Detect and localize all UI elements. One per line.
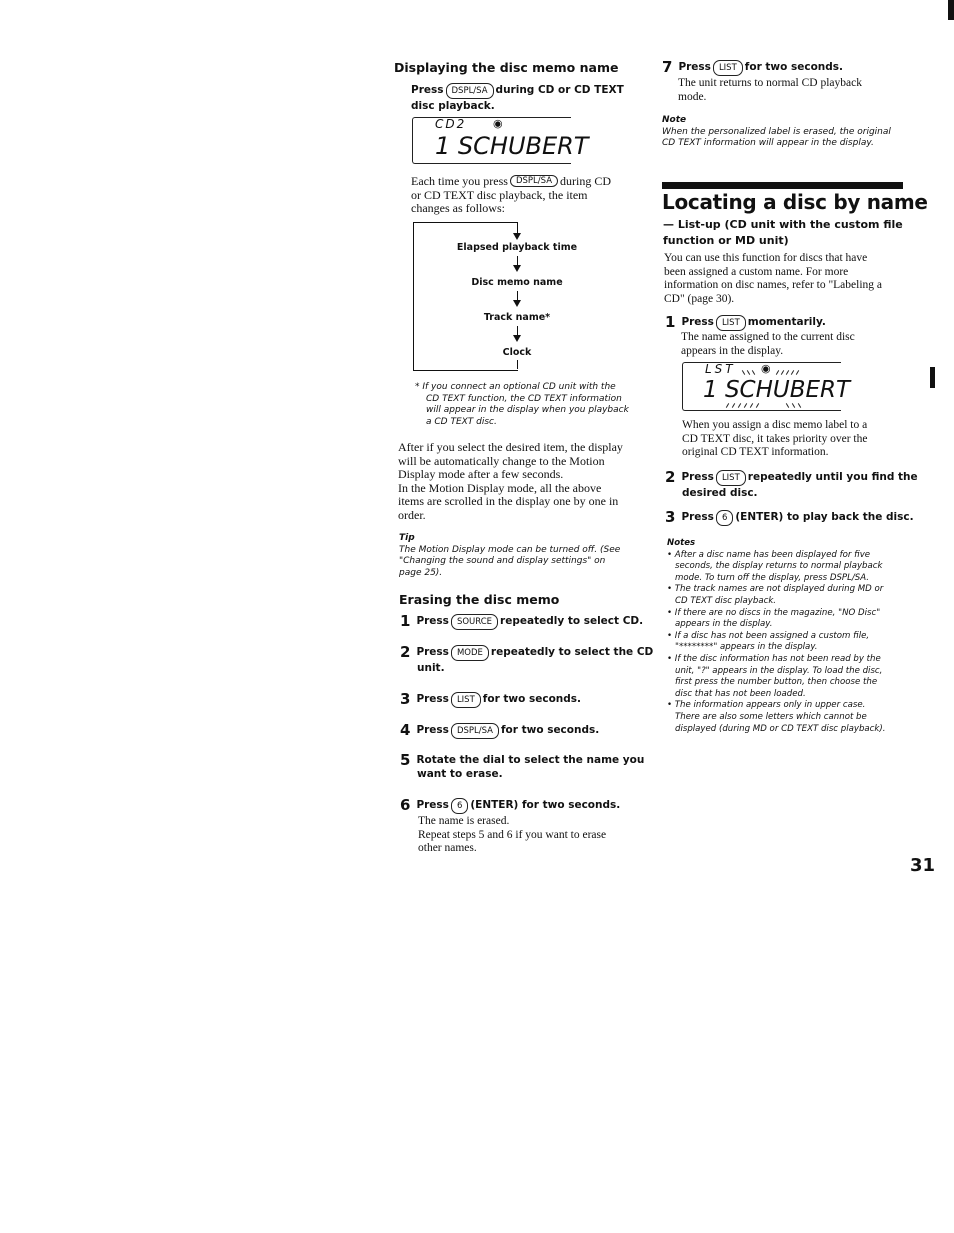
text: Press [681,316,714,328]
step-6-detail [418,815,606,856]
text: Press [681,511,714,523]
text: for two seconds. [500,724,600,736]
text: Rotate the dial to select the name you [416,754,645,766]
text: will appear in the display when you playback [426,405,629,415]
text: * If you connect an optional CD unit with the [415,382,616,392]
flow-item: Clock [502,347,532,358]
lcd-main: 1 SCHUBERT [435,132,589,160]
key-list: LIST [451,692,481,708]
step-5 [400,753,644,781]
text: for two seconds. [482,693,582,705]
text: "Changing the sound and display settings" on [399,556,606,566]
text: for two seconds. [744,61,844,73]
note [662,115,891,150]
edge-mark [930,367,935,388]
text: repeatedly to select CD. [500,615,644,627]
text: Repeat steps 5 and 6 if you want to erase [418,828,607,841]
text: CD" (page 30). [664,292,735,305]
text: Press [416,646,449,658]
step-number: 1 [665,313,676,331]
instruction [411,83,624,113]
note-label: Note [662,115,687,125]
text: unit. [417,662,445,674]
step-number: 6 [400,796,411,814]
text: The Motion Display mode can be turned off. (See [399,544,621,555]
text: mode. [678,90,707,103]
step-number: 5 [400,751,411,769]
text: or CD TEXT disc playback, the item [411,187,588,202]
step-number: 7 [662,58,673,76]
flow-line [517,360,518,369]
key-6: 6 [451,798,468,814]
text: (ENTER) to play back the disc. [735,511,914,523]
step-4 [400,723,599,739]
note-item: • After a disc name has been displayed for five seconds, the display returns to normal playback mode. To turn off the display, press DSPL/SA. [667,549,883,583]
text: a CD TEXT disc. [426,416,497,427]
text: Each time you press [411,174,508,188]
key-mode: MODE [451,645,489,661]
step-number: 2 [665,468,676,486]
flow-item: Elapsed playback time [456,242,578,253]
text: After if you select the desired item, the display [398,440,623,454]
text: momentarily. [747,316,826,328]
text: been assigned a custom name. For more [664,265,849,278]
paragraph [398,441,623,522]
key-dspl-sa: DSPL/SA [510,175,558,187]
arrow-down-icon [513,300,521,307]
step-3 [665,510,914,526]
note-item: • The information appears only in upper case. There are also some letters which cannot be displayed (during MD or CD TEXT disc playback). [667,700,886,734]
flow-item: Disc memo name [471,277,563,288]
text: appears in the display. [681,344,784,357]
step-6 [400,798,620,814]
text: When the personalized label is erased, the original [662,126,891,137]
text: during CD or CD TEXT [495,84,624,96]
footnote [415,382,629,428]
key-list: LIST [713,60,743,76]
lcd-main: 1 SCHUBERT [703,377,851,403]
text: desired disc. [682,487,758,499]
text: The unit returns to normal CD playback [678,77,862,89]
note-item: • If the disc information has not been read by the unit, "?" appears in the display. To load the disc, first press the number button, then choose the disc that has not been loaded. [667,653,883,699]
note-item: • The track names are not displayed during MD or CD TEXT disc playback. [667,584,884,606]
lcd-top: LST [705,362,736,376]
key-6: 6 [716,510,733,526]
step-number: 2 [400,643,411,661]
lcd-display [682,362,851,411]
key-dspl-sa: DSPL/SA [451,723,499,739]
text: other names. [418,842,477,854]
arrow-down-icon [513,265,521,272]
text: page 25). [399,567,443,578]
section-heading: Erasing the disc memo [399,592,560,607]
key-list: LIST [716,315,746,331]
lcd-top: CD2 [435,117,467,131]
text: Press [416,693,449,705]
paragraph [411,175,611,216]
key-dspl-sa: DSPL/SA [446,83,494,99]
blink-rays [727,403,817,409]
text: original CD TEXT information. [682,446,829,458]
text: will be automatically change to the Motion [398,453,605,468]
tip [399,533,620,579]
text: information on disc names, refer to "Labeling a [664,279,883,291]
step-7-detail [678,77,862,104]
page-number: 31 [910,855,936,876]
section-subtitle [663,217,903,249]
text: When you assign a disc memo label to a [682,419,868,431]
step-7 [662,60,843,76]
text: Display mode after a few seconds. [398,467,564,481]
section-title: Locating a disc by name [662,190,928,214]
step-number: 4 [400,721,411,739]
step-number: 3 [400,690,411,708]
tip-label: Tip [399,533,415,543]
text: Press [681,471,714,483]
text: disc playback. [411,100,495,112]
text: The name is erased. [418,815,510,827]
text: Press [416,724,449,736]
step-2 [665,470,918,500]
text: CD TEXT information will appear in the display. [662,138,874,148]
step-3 [400,692,581,708]
blink-rays [743,370,823,376]
step-1 [400,614,643,630]
notes-label: Notes [667,538,696,548]
text: changes as follows: [411,201,505,215]
text: (ENTER) for two seconds. [470,799,621,811]
step-number: 3 [665,508,676,526]
text: Press [416,615,449,627]
text: CD TEXT function, the CD TEXT information [426,393,622,404]
text: Press [678,61,711,73]
text: CD TEXT disc, it takes priority over the [682,432,868,445]
edge-mark [948,0,954,20]
text: In the Motion Display mode, all the above [398,480,602,495]
step-2 [400,645,653,675]
step-1-detail [681,331,855,358]
text: repeatedly to select the CD [490,646,654,658]
disc-icon: ◉ [493,118,503,130]
flow-item: Track name* [483,312,551,323]
lcd-display [412,117,589,164]
key-list: LIST [716,470,746,486]
text: The name assigned to the current disc [681,331,855,343]
step-1 [665,315,826,331]
text: — List-up (CD unit with the custom file [663,218,903,231]
text: function or MD unit) [663,234,789,247]
section-heading: Displaying the disc memo name [394,60,619,75]
note-item: • If there are no discs in the magazine, "NO Disc" appears in the display. [667,607,881,630]
paragraph [682,419,867,460]
text: Press [411,84,444,96]
text: order. [398,507,426,522]
arrow-down-icon [513,233,521,240]
text: during CD [560,174,612,188]
arrow-down-icon [513,335,521,342]
disc-icon: ◉ [761,363,771,375]
paragraph [664,252,882,306]
section-rule [662,182,903,189]
text: items are scrolled in the display one by one in [398,494,619,508]
text: repeatedly until you find the [747,471,918,483]
text: Press [416,799,449,811]
key-source: SOURCE [451,614,498,630]
text: want to erase. [417,768,503,780]
note-item: • If a disc has not been assigned a custom file, "********" appears in the display. [667,630,870,653]
text: You can use this function for discs that have [664,252,868,264]
step-number: 1 [400,612,411,630]
notes [667,538,885,735]
